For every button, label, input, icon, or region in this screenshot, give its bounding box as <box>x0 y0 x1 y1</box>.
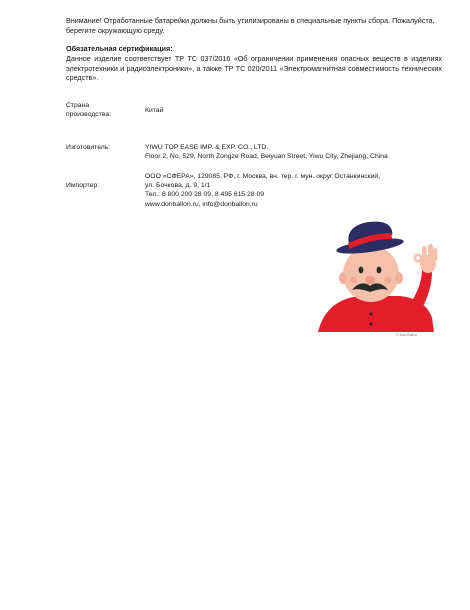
mascot-hand <box>420 244 438 273</box>
mascot-button <box>369 312 372 315</box>
mascot-cheek <box>351 277 358 284</box>
manufacturer-address: Floor 2, No. 529, North Zongze Road, Beiyuan Street, Yiwu City, Zhejiang, China <box>145 153 388 161</box>
origin-label <box>66 101 136 119</box>
certification-text: Данное изделие соответствует ТР ТС 037/2016 «Об ограничении применения опасных веществ в изделиях электротехники и радиоэлектроники», а также ТР ТС 020/2011 «Электромагнитная совместимость технических средств». <box>66 54 442 83</box>
mascot-cheek <box>385 277 392 284</box>
mascot-nose <box>365 276 375 284</box>
origin-label-line1: Страна <box>66 102 90 109</box>
mascot-ok-circle <box>415 255 421 261</box>
importer-phone: Тел.: 8 800 200 28 09, 8 495 615 28 09 <box>145 191 265 199</box>
mascot-eye <box>377 267 382 274</box>
mascot-ear <box>339 272 347 284</box>
manufacturer-name: YIWU TOP EASE IMP. & EXP. CO., LTD. <box>145 144 269 151</box>
mascot-head <box>343 246 399 302</box>
mascot-credit: © Don Ballon <box>396 333 418 337</box>
mascot-eye <box>359 267 364 274</box>
mascot-button <box>369 322 372 325</box>
manufacturer-label: Изготовитель: <box>66 144 111 151</box>
certification-title: Обязательная сертификация: <box>66 44 173 53</box>
mascot-arm <box>410 270 432 312</box>
origin-value: Китай <box>145 107 164 114</box>
battery-warning: Внимание! Отработанные батарейки должны быть утилизированы в специальные пункты сбора. Пожалуйста, берегите окружающую среду. <box>66 16 435 35</box>
mascot-ear <box>395 272 403 284</box>
mascot-illustration <box>314 218 446 346</box>
importer-web: www.donballon.ru, info@donballon.ru <box>145 200 258 208</box>
manufacturer-value <box>145 143 435 161</box>
importer-label: Импортер: <box>66 182 100 189</box>
importer-street: ул. Бочкова, д. 9, 1/1 <box>145 182 211 190</box>
importer-name: ООО «СФЕРА», 129085, РФ, г. Москва, вн. тер. г. мун. округ Останкинский, <box>145 173 381 180</box>
origin-label-line2: производства: <box>66 111 111 119</box>
importer-value <box>145 172 435 209</box>
